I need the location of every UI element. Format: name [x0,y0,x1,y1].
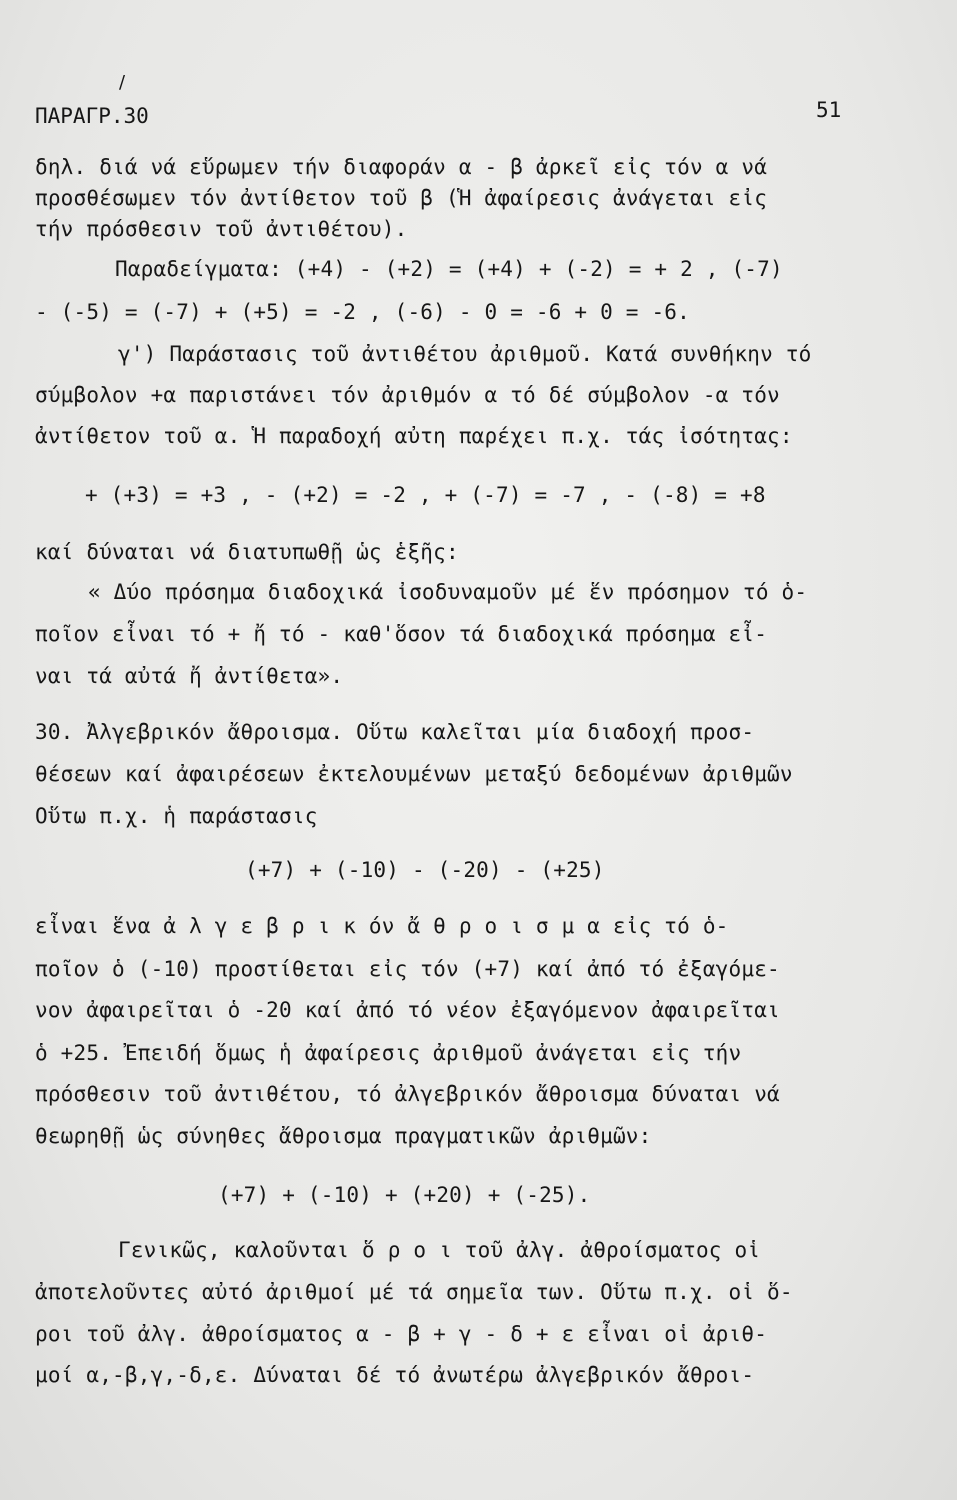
text-line: θεωρηθῇ ὡς σύνηθες ἄθροισμα πραγματικῶν ἀριθμῶν: [35,1124,652,1148]
text-line: νον ἀφαιρεῖται ὁ -20 καί ἀπό τό νέον ἐξαγόμενον ἀφαιρεῖται [35,998,780,1022]
text-line: ποῖον ὁ (-10) προστίθεται εἰς τόν (+7) καί ἀπό τό ἐξαγόμε- [35,957,780,981]
margin-mark: / [119,72,126,93]
text-line: Οὕτω π.χ. ἡ παράστασις [35,804,318,828]
page-number: 51 [816,98,842,122]
subsection-heading: γ') Παράστασις τοῦ ἀντιθέτου ἀριθμοῦ. Κατά συνθήκην τό [118,342,812,366]
quote-line: « Δύο πρόσημα διαδοχικά ἰσοδυναμοῦν μέ ἕν πρόσημον τό ὁ- [88,580,808,604]
equation-line: + (+3) = +3 , - (+2) = -2 , + (-7) = -7 , - (-8) = +8 [85,483,766,507]
quote-line: ναι τά αὐτά ἤ ἀντίθετα». [35,664,344,688]
section-heading-line: 30. Ἀλγεβρικόν ἄθροισμα. Οὕτω καλεῖται μία διαδοχή προσ- [35,720,755,744]
text-line: εἶναι ἕνα ἀ λ γ ε β ρ ι κ όν ἄ θ ρ ο ι σ μ α εἰς τό ὁ- [35,914,729,938]
section-header: ΠΑΡΑΓΡ.30 [35,104,149,128]
equation-line: (+7) + (-10) + (+20) + (-25). [218,1183,591,1207]
text-line: πρόσθεσιν τοῦ ἀντιθέτου, τό ἀλγεβρικόν ἄθροισμα δύναται νά [35,1082,780,1106]
text-line: σύμβολον +α παριστάνει τόν ἀριθμόν α τό δέ σύμβολον -α τόν [35,383,780,407]
text-line: Γενικῶς, καλοῦνται ὅ ρ ο ι τοῦ ἀλγ. ἀθροίσματος οἱ [118,1238,761,1262]
text-line: θέσεων καί ἀφαιρέσεων ἐκτελουμένων μεταξύ δεδομένων ἀριθμῶν [35,762,793,786]
text-line: ἀντίθετον τοῦ α. Ἡ παραδοχή αὐτη παρέχει π.χ. τάς ἰσότητας: [35,424,793,448]
example-line: Παραδείγματα: (+4) - (+2) = (+4) + (-2) = + 2 , (-7) [115,257,783,281]
text-line: μοί α,-β,γ,-δ,ε. Δύναται δέ τό ἀνωτέρω ἀλγεβρικόν ἄθροι- [35,1363,755,1387]
text-line: ροι τοῦ ἀλγ. ἀθροίσματος α - β + γ - δ + ε εἶναι οἱ ἀριθ- [35,1322,768,1346]
equation-line: (+7) + (-10) - (-20) - (+25) [245,858,605,882]
quote-line: ποῖον εἶναι τό + ἤ τό - καθ'ὅσον τά διαδοχικά πρόσημα εἶ- [35,622,768,646]
text-line: τήν πρόσθεσιν τοῦ ἀντιθέτου). [35,217,408,241]
text-line: καί δύναται νά διατυπωθῇ ὡς ἑξῆς: [35,540,459,564]
text-line: ὁ +25. Ἐπειδή ὅμως ἡ ἀφαίρεσις ἀριθμοῦ ἀνάγεται εἰς τήν [35,1041,742,1065]
text-line: προσθέσωμεν τόν ἀντίθετον τοῦ β (Ἡ ἀφαίρεσις ἀνάγεται εἰς [35,186,768,210]
example-line: - (-5) = (-7) + (+5) = -2 , (-6) - 0 = -6 + 0 = -6. [35,300,690,324]
text-line: δηλ. διά νά εὕρωμεν τήν διαφοράν α - β ἀρκεῖ εἰς τόν α νά [35,155,768,179]
text-line: ἀποτελοῦντες αὐτό ἀριθμοί μέ τά σημεῖα των. Οὕτω π.χ. οἱ ὅ- [35,1280,793,1304]
